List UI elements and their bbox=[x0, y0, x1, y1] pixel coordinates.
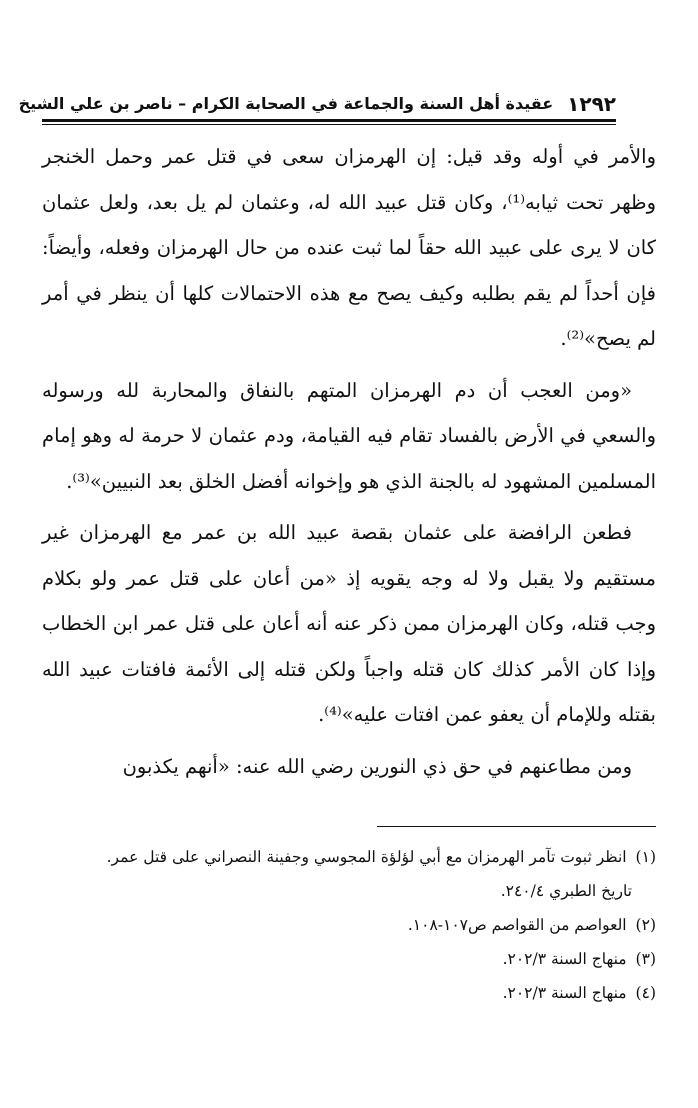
footnote-number: (٤) bbox=[635, 984, 656, 1002]
footnote-text: منهاج السنة ٢٠٢/٣. bbox=[502, 950, 627, 968]
footnote-3 bbox=[42, 942, 656, 976]
footnote-number: (١) bbox=[635, 848, 656, 866]
footnote-number: (٣) bbox=[635, 950, 656, 968]
main-text bbox=[42, 134, 656, 795]
paragraph-2: «ومن العجب أن دم الهرمزان المتهم بالنفاق والمحاربة لله ورسوله والسعي في الأرض بالفساد تقام فيه القيامة، ودم عثمان لا حرمة له وهو إمام المسلمين المشهود له بالجنة الذي هو وإخوانه أفضل الخلق بعد النبيين»⁽³⁾. bbox=[42, 378, 656, 493]
footnote-text: منهاج السنة ٢٠٢/٣. bbox=[502, 984, 627, 1002]
running-header bbox=[18, 84, 616, 118]
paragraph-3: فطعن الرافضة على عثمان بقصة عبيد الله بن عمر مع الهرمزان غير مستقيم ولا يقبل ولا له وجه يقويه إذ «من أعان على قتل عمر ولو بكلام وجب قتله، وكان الهرمزان ممن ذكر عنه أنه أعان على قتل عمر ابن الخطاب وإذا كان الأمر كذلك كان قتله واجباً ولكن قتله إلى الأئمة فافتات عبيد الله بقتله وللإمام أن يعفو عمن افتات عليه»⁽⁴⁾. bbox=[42, 521, 656, 726]
paragraph-4: ومن مطاعنهم في حق ذي النورين رضي الله عنه: «أنهم يكذبون bbox=[122, 754, 632, 778]
footnote-separator bbox=[377, 826, 656, 827]
footnotes bbox=[42, 840, 656, 1010]
footnote-1-continuation: تاريخ الطبري ٢٤٠/٤. bbox=[500, 882, 632, 900]
running-title: عقيدة أهل السنة والجماعة في الصحابة الكرام – ناصر بن علي الشيخ bbox=[18, 94, 554, 113]
footnote-text: انظر ثبوت تآمر الهرمزان مع أبي لؤلؤة المجوسي وجفينة النصراني على قتل عمر. bbox=[106, 848, 627, 866]
footnote-4 bbox=[42, 976, 656, 1010]
paragraph-1: والأمر في أوله وقد قيل: إن الهرمزان سعى في قتل عمر وحمل الخنجر وظهر تحت ثيابه⁽¹⁾، وكان قتل عبيد الله له، وعثمان لم يل بعد، ولعل عثمان كان لا يرى على عبيد الله حقاً لما ثبت عنده من حال الهرمزان وفعله، وأيضاً: فإن أحداً لم يقم بطلبه وكيف يصح مع هذه الاحتمالات كلها أن ينظر في أمر لم يصح»⁽²⁾. bbox=[42, 145, 656, 350]
footnote-1 bbox=[42, 840, 656, 874]
footnote-text: العواصم من القواصم ص١٠٧-١٠٨. bbox=[407, 916, 627, 934]
page-number: ١٢٩٢ bbox=[567, 92, 616, 116]
footnote-2 bbox=[42, 908, 656, 942]
header-rule-thick bbox=[42, 119, 616, 122]
footnote-number: (٢) bbox=[635, 916, 656, 934]
header-rule-thin bbox=[42, 124, 616, 125]
